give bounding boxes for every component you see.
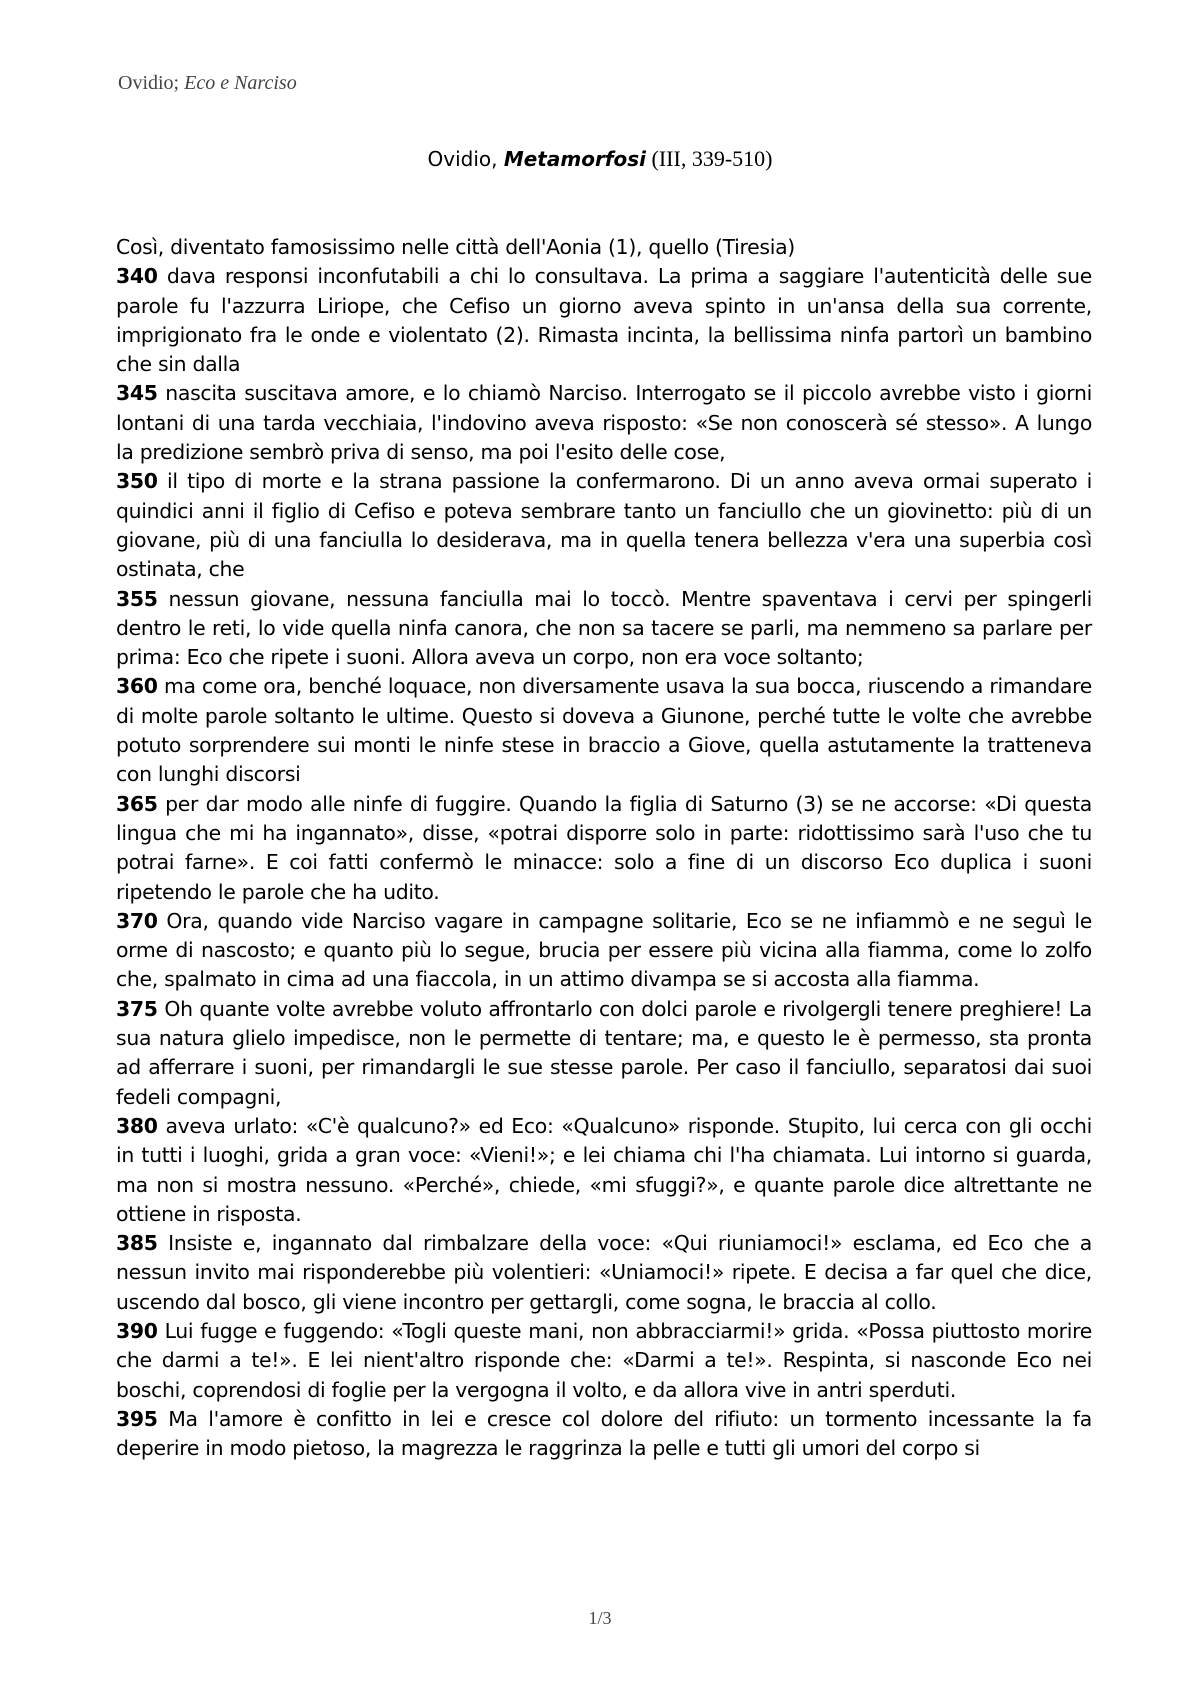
paragraph xyxy=(116,1229,1092,1317)
paragraph xyxy=(116,1405,1092,1464)
paragraph-text: nascita suscitava amore, e lo chiamò Narciso. Interrogato se il piccolo avrebbe visto i giorni lontani di una tarda vecchiaia, l'indovino aveva risposto: «Se non conoscerà sé stesso». A lungo la predizione sembrò priva di senso, ma poi l'esito delle cose, xyxy=(116,381,1092,465)
paragraph xyxy=(116,1317,1092,1405)
verse-number: 350 xyxy=(116,469,158,494)
verse-number: 345 xyxy=(116,381,158,406)
paragraph-text: dava responsi inconfutabili a chi lo consultava. La prima a saggiare l'autenticità delle sue parole fu l'azzurra Liriope, che Cefiso un giorno aveva spinto in un'ansa della sua corrente, imprigionato fra le onde e violentato (2). Rimasta incinta, la bellissima ninfa partorì un bambino che sin dalla xyxy=(116,264,1092,377)
verse-number: 385 xyxy=(116,1231,158,1256)
verse-number: 365 xyxy=(116,791,158,816)
document-body xyxy=(116,233,1092,1463)
verse-number: 340 xyxy=(116,264,158,289)
header-subject: Eco e Narciso xyxy=(184,72,297,94)
paragraph-text: ma come ora, benché loquace, non diversamente usava la sua bocca, riuscendo a rimandare di molte parole soltanto le ultime. Questo si doveva a Giunone, perché tutte le volte che avrebbe potuto sorprendere sui monti le ninfe stese in braccio a Giove, quella astutamente la tratteneva con lunghi discorsi xyxy=(116,674,1092,787)
verse-number: 390 xyxy=(116,1318,158,1343)
title-work: Metamorfosi xyxy=(503,147,647,171)
paragraph xyxy=(116,585,1092,673)
verse-number: 360 xyxy=(116,674,158,699)
verse-number: 370 xyxy=(116,908,158,933)
paragraph-text: per dar modo alle ninfe di fuggire. Quando la figlia di Saturno (3) se ne accorse: «Di questa lingua che mi ha ingannato», disse, «potrai disporre solo in parte: ridottissimo sarà l'uso che tu potrai farne». E coi fatti confermò le minacce: solo a fine di un discorso Eco duplica i suoni ripetendo le parole che ha udito. xyxy=(116,791,1092,904)
paragraph xyxy=(116,262,1092,379)
running-header xyxy=(118,72,297,95)
paragraph-text: il tipo di morte e la strana passione la confermarono. Di un anno aveva ormai superato i quindici anni il figlio di Cefiso e poteva sembrare tanto un fanciullo che un giovinetto: più di un giovane, più di una fanciulla lo desiderava, ma in quella tenera bellezza v'era una superbia così ostinata, che xyxy=(116,469,1092,582)
paragraph xyxy=(116,1112,1092,1229)
verse-number: 395 xyxy=(116,1406,158,1431)
paragraph xyxy=(116,672,1092,789)
verse-number: 355 xyxy=(116,586,158,611)
paragraph xyxy=(116,233,1092,262)
paragraph xyxy=(116,907,1092,995)
header-author: Ovidio; xyxy=(118,72,185,94)
paragraph-text: Ora, quando vide Narciso vagare in campagne solitarie, Eco se ne infiammò e ne seguì le orme di nascosto; e quanto più lo segue, brucia per essere più vicina alla fiamma, come lo zolfo che, spalmato in cima ad una fiaccola, in un attimo divampa se si accosta alla fiamma. xyxy=(116,908,1092,992)
paragraph xyxy=(116,467,1092,584)
paragraph-text: Ma l'amore è confitto in lei e cresce col dolore del rifiuto: un tormento incessante la fa deperire in modo pietoso, la magrezza le raggrinza la pelle e tutti gli umori del corpo si xyxy=(116,1406,1092,1461)
document-title xyxy=(0,146,1200,172)
paragraph xyxy=(116,379,1092,467)
paragraph-text: Insiste e, ingannato dal rimbalzare della voce: «Qui riuniamoci!» esclama, ed Eco che a nessun invito mai risponderebbe più volentieri: «Uniamoci!» ripete. E decisa a far quel che dice, uscendo dal bosco, gli viene incontro per gettargli, come sogna, le braccia al collo. xyxy=(116,1231,1092,1314)
paragraph-text: aveva urlato: «C'è qualcuno?» ed Eco: «Qualcuno» risponde. Stupito, lui cerca con gli occhi in tutti i luoghi, grida a gran voce: «Vieni!»; e lei chiama chi l'ha chiamata. Lui intorno si guarda, ma non si mostra nessuno. «Perché», chiede, «mi sfuggi?», e quante parole dice altrettante ne ottiene in risposta. xyxy=(116,1113,1092,1226)
verse-number: 380 xyxy=(116,1113,158,1138)
title-reference: (III, 339-510) xyxy=(646,146,773,171)
paragraph-text: Così, diventato famosissimo nelle città dell'Aonia (1), quello (Tiresia) xyxy=(116,235,795,259)
paragraph-text: Lui fugge e fuggendo: «Togli queste mani, non abbracciarmi!» grida. «Possa piuttosto morire che darmi a te!». E lei nient'altro risponde che: «Darmi a te!». Respinta, si nasconde Eco nei boschi, coprendosi di foglie per la vergogna il volto, e da allora vive in antri sperduti. xyxy=(116,1318,1092,1402)
title-author: Ovidio, xyxy=(427,147,504,171)
paragraph xyxy=(116,995,1092,1112)
verse-number: 375 xyxy=(116,996,158,1021)
paragraph xyxy=(116,790,1092,907)
page-number: 1/3 xyxy=(588,1608,612,1628)
paragraph-text: Oh quante volte avrebbe voluto affrontarlo con dolci parole e rivolgergli tenere preghiere! La sua natura glielo impedisce, non le permette di tentare; ma, e questo le è permesso, sta pronta ad afferrare i suoni, per rimandargli le sue stesse parole. Per caso il fanciullo, separatosi dai suoi fedeli compagni, xyxy=(116,996,1092,1109)
paragraph-text: nessun giovane, nessuna fanciulla mai lo toccò. Mentre spaventava i cervi per spingerli dentro le reti, lo vide quella ninfa canora, che non sa tacere se parli, ma nemmeno sa parlare per prima: Eco che ripete i suoni. Allora aveva un corpo, non era voce soltanto; xyxy=(116,586,1092,670)
